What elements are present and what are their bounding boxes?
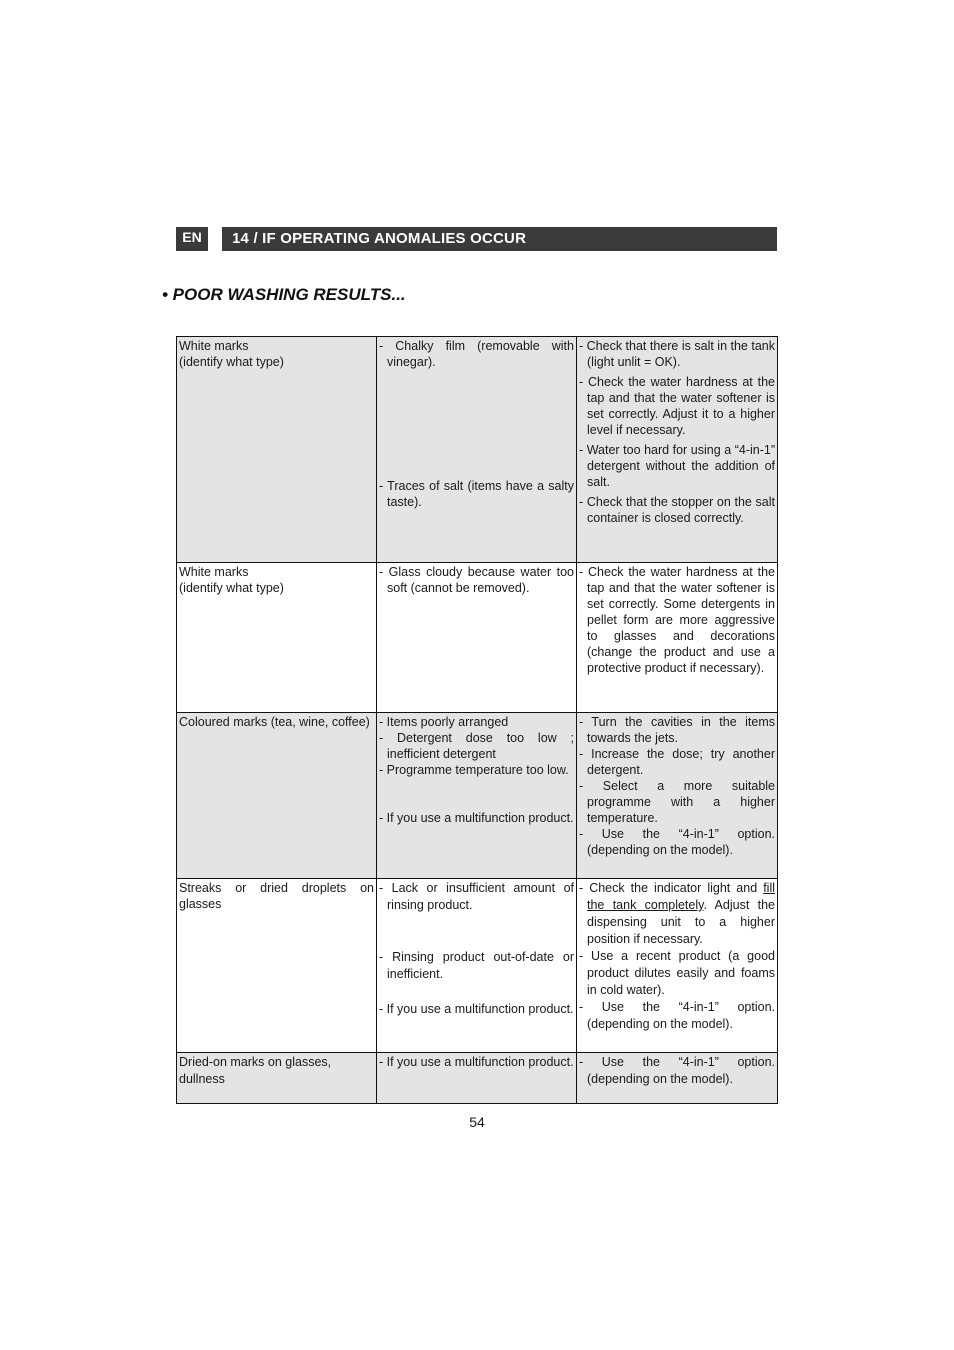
remedy-item: - Use the “4-in-1” option. (depending on the model). bbox=[579, 827, 775, 857]
remedy-cell bbox=[577, 713, 778, 879]
problem-text: White marks bbox=[179, 339, 249, 353]
page-title: • POOR WASHING RESULTS... bbox=[162, 285, 406, 304]
remedy-item: - Use the “4-in-1” option. (depending on the model). bbox=[579, 1055, 775, 1086]
language-badge: EN bbox=[176, 227, 208, 251]
troubleshooting-table bbox=[176, 336, 778, 1104]
cause-item: - Items poorly arranged bbox=[379, 715, 509, 729]
remedy-item: - Check the indicator light and fill the tank completely. Adjust the dispensing unit to a higher position if necessary. bbox=[579, 881, 775, 946]
remedy-cell bbox=[577, 337, 778, 563]
cause-item: - Programme temperature too low. bbox=[379, 763, 569, 777]
cause-cell bbox=[377, 563, 577, 713]
cause-item: - Traces of salt (items have a salty taste). bbox=[379, 479, 574, 509]
problem-text: (identify what type) bbox=[179, 581, 284, 595]
problem-text: (identify what type) bbox=[179, 355, 284, 369]
remedy-cell bbox=[577, 1053, 778, 1104]
section-header: 14 / IF OPERATING ANOMALIES OCCUR bbox=[222, 227, 777, 251]
cause-item: - Rinsing product out-of-date or inefficient. bbox=[379, 950, 574, 981]
problem-cell bbox=[177, 337, 377, 563]
cause-item: - If you use a multifunction product. bbox=[379, 1055, 574, 1069]
table-row bbox=[177, 337, 778, 563]
page-number: 54 bbox=[469, 1114, 485, 1130]
remedy-item: - Check that there is salt in the tank (light unlit = OK). bbox=[579, 339, 775, 369]
cause-item: - Detergent dose too low ; inefficient detergent bbox=[379, 731, 574, 761]
problem-cell bbox=[177, 1053, 377, 1104]
remedy-item: - Check the water hardness at the tap and that the water softener is set correctly. Adjust it to a higher level if necessary. bbox=[579, 375, 775, 437]
problem-cell bbox=[177, 879, 377, 1053]
problem-cell bbox=[177, 713, 377, 879]
problem-text: White marks bbox=[179, 565, 249, 579]
table-row bbox=[177, 1053, 778, 1104]
table-row bbox=[177, 563, 778, 713]
cause-cell bbox=[377, 1053, 577, 1104]
problem-cell bbox=[177, 563, 377, 713]
cause-item: - Glass cloudy because water too soft (cannot be removed). bbox=[379, 565, 574, 595]
cause-cell bbox=[377, 879, 577, 1053]
underlined-instruction: fill the tank completely bbox=[587, 881, 775, 912]
cause-item: - Lack or insufficient amount of rinsing product. bbox=[379, 881, 574, 912]
problem-text: Dried-on marks on glasses, dullness bbox=[179, 1055, 332, 1086]
problem-text: Streaks or dried droplets on glasses bbox=[179, 881, 374, 911]
table-row bbox=[177, 713, 778, 879]
cause-item: - If you use a multifunction product. bbox=[379, 1002, 574, 1016]
remedy-item: - Check that the stopper on the salt container is closed correctly. bbox=[579, 495, 775, 525]
remedy-item: - Use a recent product (a good product dilutes easily and foams in cold water). bbox=[579, 949, 775, 997]
remedy-item: - Water too hard for using a “4-in-1” detergent without the addition of salt. bbox=[579, 443, 775, 489]
remedy-cell bbox=[577, 563, 778, 713]
remedy-cell bbox=[577, 879, 778, 1053]
remedy-item: - Select a more suitable programme with a higher temperature. bbox=[579, 779, 775, 825]
remedy-item: - Turn the cavities in the items towards the jets. bbox=[579, 715, 775, 745]
cause-item: - If you use a multifunction product. bbox=[379, 811, 574, 825]
problem-text: Coloured marks (tea, wine, coffee) bbox=[179, 715, 370, 729]
cause-cell bbox=[377, 337, 577, 563]
remedy-item: - Increase the dose; try another detergent. bbox=[579, 747, 775, 777]
table-row bbox=[177, 879, 778, 1053]
cause-item: - Chalky film (removable with vinegar). bbox=[379, 339, 574, 369]
cause-cell bbox=[377, 713, 577, 879]
remedy-item: - Use the “4-in-1” option. (depending on the model). bbox=[579, 1000, 775, 1031]
remedy-item: - Check the water hardness at the tap and that the water softener is set correctly. Some detergents in pellet form are more aggressive to glasses and decorations (change the product and use a protective product if necessary). bbox=[579, 565, 775, 675]
